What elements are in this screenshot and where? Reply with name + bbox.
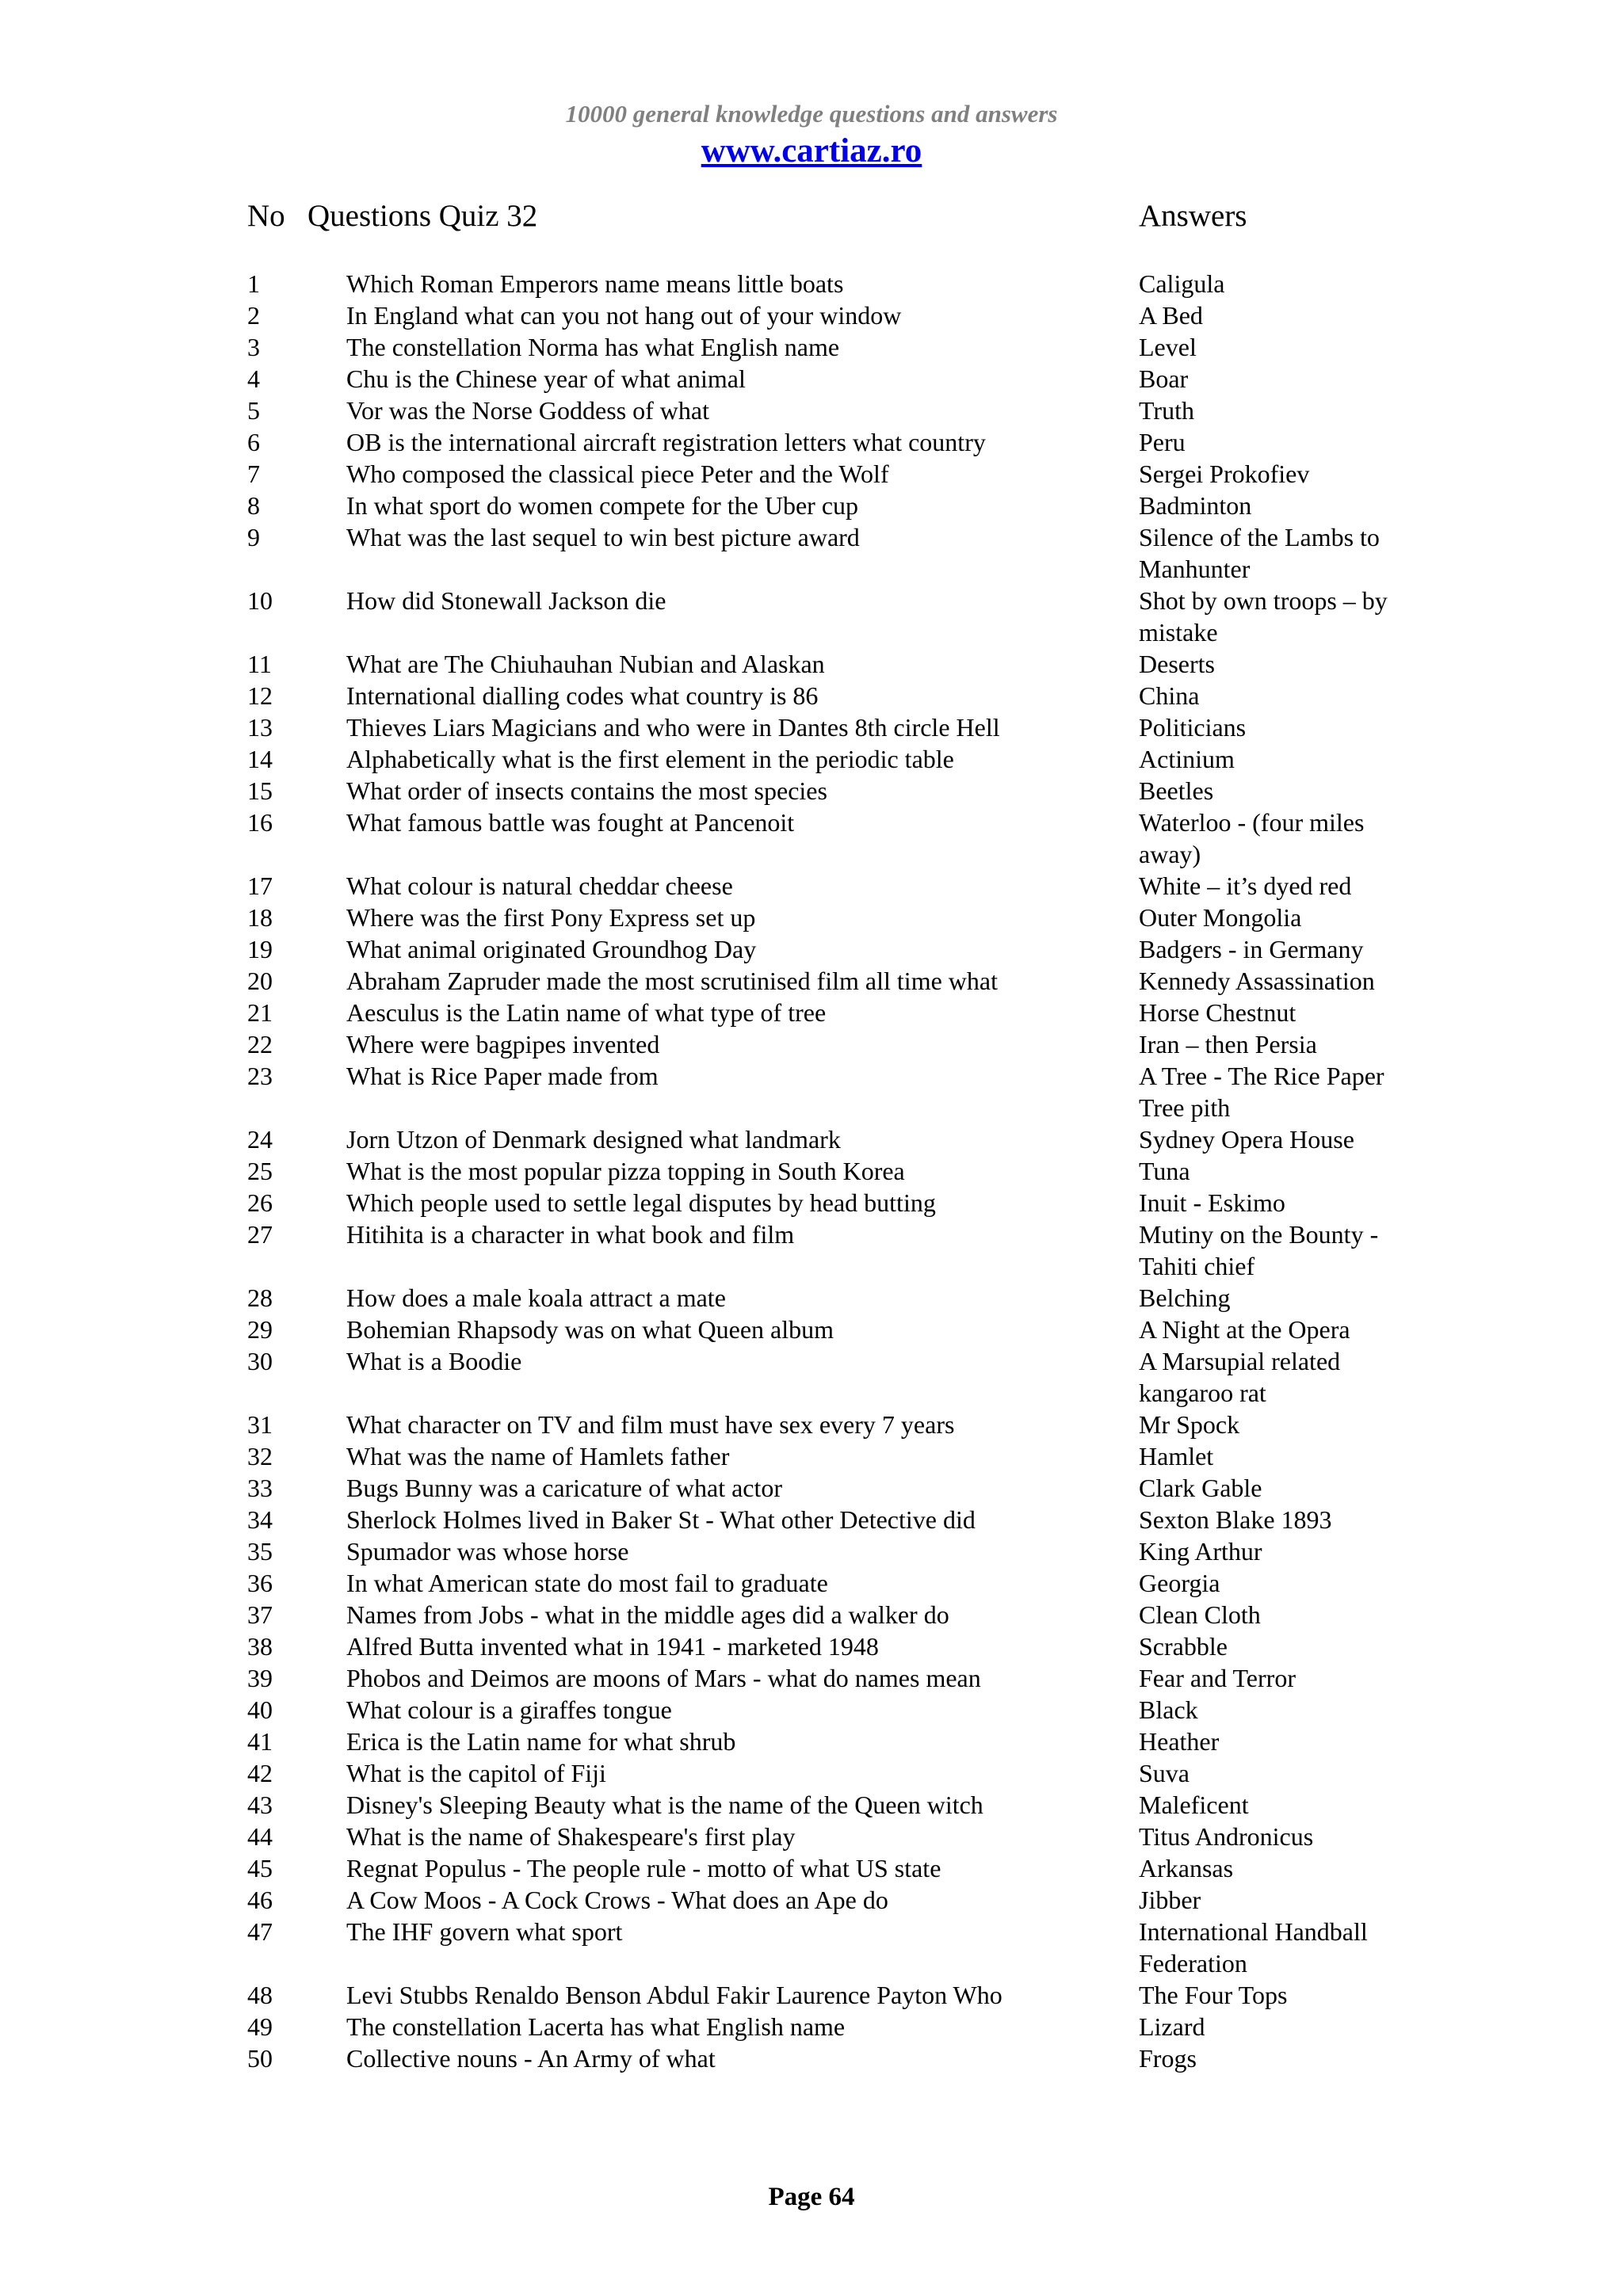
question-text: What character on TV and film must have sex every 7 years bbox=[346, 1410, 955, 1439]
table-row bbox=[0, 1187, 1623, 1219]
answer-text: Titus Andronicus bbox=[1139, 1822, 1314, 1851]
question-text: How did Stonewall Jackson die bbox=[346, 586, 666, 615]
question-text: What famous battle was fought at Pancenoit bbox=[346, 808, 795, 837]
question-number: 15 bbox=[247, 776, 273, 805]
question-text: Alfred Butta invented what in 1941 - marketed 1948 bbox=[346, 1632, 879, 1661]
question-text: Alphabetically what is the first element in the periodic table bbox=[346, 745, 954, 773]
question-number: 6 bbox=[247, 428, 260, 456]
table-row bbox=[0, 1472, 1623, 1504]
answer-text: Horse Chestnut bbox=[1139, 998, 1296, 1027]
table-row bbox=[0, 1440, 1623, 1472]
question-number: 27 bbox=[247, 1220, 273, 1249]
answer-text: Politicians bbox=[1139, 713, 1247, 742]
answer-text: Badgers - in Germany bbox=[1139, 935, 1364, 963]
question-text: Disney's Sleeping Beauty what is the name of the Queen witch bbox=[346, 1791, 983, 1819]
page-number: Page 64 bbox=[768, 2183, 855, 2211]
question-text: Which Roman Emperors name means little boats bbox=[346, 269, 844, 298]
answer-text: Truth bbox=[1139, 396, 1194, 425]
question-number: 5 bbox=[247, 396, 260, 425]
table-row bbox=[0, 1219, 1623, 1282]
answer-text: A Bed bbox=[1139, 301, 1203, 330]
answer-text: White – it’s dyed red bbox=[1139, 871, 1352, 900]
question-number: 23 bbox=[247, 1062, 273, 1090]
answer-text: The Four Tops bbox=[1139, 1981, 1288, 2009]
question-text: International dialling codes what country is 86 bbox=[346, 681, 819, 710]
table-row bbox=[0, 1282, 1623, 1314]
answer-text: Shot by own troops – by mistake bbox=[1139, 586, 1388, 646]
question-number: 34 bbox=[247, 1505, 273, 1534]
question-number: 20 bbox=[247, 967, 273, 995]
table-row bbox=[0, 1028, 1623, 1060]
table-row bbox=[0, 2042, 1623, 2074]
question-number: 8 bbox=[247, 491, 260, 520]
answer-text: Heather bbox=[1139, 1727, 1220, 1756]
question-number: 24 bbox=[247, 1125, 273, 1154]
answer-text: Mutiny on the Bounty - Tahiti chief bbox=[1139, 1220, 1379, 1280]
question-text: OB is the international aircraft registration letters what country bbox=[346, 428, 986, 456]
table-row bbox=[0, 902, 1623, 933]
question-text: Bohemian Rhapsody was on what Queen album bbox=[346, 1315, 834, 1344]
answer-text: Georgia bbox=[1139, 1569, 1220, 1597]
table-row bbox=[0, 648, 1623, 680]
question-text: Phobos and Deimos are moons of Mars - what do names mean bbox=[346, 1664, 981, 1692]
question-text: Names from Jobs - what in the middle ages did a walker do bbox=[346, 1600, 949, 1629]
table-row bbox=[0, 1123, 1623, 1155]
question-text: Sherlock Holmes lived in Baker St - What other Detective did bbox=[346, 1505, 976, 1534]
question-text: The constellation Lacerta has what English name bbox=[346, 2012, 846, 2041]
column-header-questions: Questions Quiz 32 bbox=[307, 199, 538, 233]
table-row bbox=[0, 1345, 1623, 1409]
question-text: Spumador was whose horse bbox=[346, 1537, 629, 1566]
answer-text: Clean Cloth bbox=[1139, 1600, 1261, 1629]
column-header-answers: Answers bbox=[1139, 199, 1247, 233]
question-text: What order of insects contains the most species bbox=[346, 776, 827, 805]
table-row bbox=[0, 1155, 1623, 1187]
question-number: 25 bbox=[247, 1157, 273, 1185]
answer-text: Kennedy Assassination bbox=[1139, 967, 1375, 995]
table-row bbox=[0, 1884, 1623, 1916]
answer-text: King Arthur bbox=[1139, 1537, 1262, 1566]
table-row bbox=[0, 1599, 1623, 1630]
answer-text: Jibber bbox=[1139, 1886, 1201, 1914]
question-number: 48 bbox=[247, 1981, 273, 2009]
question-text: What colour is natural cheddar cheese bbox=[346, 871, 733, 900]
answer-text: Maleficent bbox=[1139, 1791, 1249, 1819]
table-row bbox=[0, 965, 1623, 997]
question-text: The IHF govern what sport bbox=[346, 1917, 623, 1946]
table-row bbox=[0, 1979, 1623, 2011]
table-row bbox=[0, 933, 1623, 965]
question-number: 31 bbox=[247, 1410, 273, 1439]
question-number: 10 bbox=[247, 586, 273, 615]
table-row bbox=[0, 1852, 1623, 1884]
question-number: 14 bbox=[247, 745, 273, 773]
answer-text: Fear and Terror bbox=[1139, 1664, 1296, 1692]
question-text: Regnat Populus - The people rule - motto of what US state bbox=[346, 1854, 941, 1882]
question-text: What animal originated Groundhog Day bbox=[346, 935, 757, 963]
answer-text: Scrabble bbox=[1139, 1632, 1228, 1661]
question-text: What is the most popular pizza topping in South Korea bbox=[346, 1157, 905, 1185]
answer-text: Suva bbox=[1139, 1759, 1190, 1787]
question-text: What was the last sequel to win best picture award bbox=[346, 523, 860, 551]
answer-text: Belching bbox=[1139, 1283, 1231, 1312]
table-row bbox=[0, 1821, 1623, 1852]
table-row bbox=[0, 1314, 1623, 1345]
table-row bbox=[0, 1789, 1623, 1821]
question-number: 19 bbox=[247, 935, 273, 963]
answer-text: Hamlet bbox=[1139, 1442, 1214, 1470]
document-subtitle: 10000 general knowledge questions and answers bbox=[565, 100, 1058, 128]
answer-text: Peru bbox=[1139, 428, 1186, 456]
question-text: Who composed the classical piece Peter and the Wolf bbox=[346, 460, 889, 488]
answer-text: Deserts bbox=[1139, 650, 1215, 678]
question-number: 7 bbox=[247, 460, 260, 488]
question-number: 1 bbox=[247, 269, 260, 298]
question-number: 49 bbox=[247, 2012, 273, 2041]
question-text: In what American state do most fail to graduate bbox=[346, 1569, 828, 1597]
question-number: 9 bbox=[247, 523, 260, 551]
question-number: 45 bbox=[247, 1854, 273, 1882]
question-text: In what sport do women compete for the Uber cup bbox=[346, 491, 859, 520]
question-number: 2 bbox=[247, 301, 260, 330]
question-text: What is a Boodie bbox=[346, 1347, 522, 1375]
question-number: 44 bbox=[247, 1822, 273, 1851]
question-text: Where was the first Pony Express set up bbox=[346, 903, 756, 932]
question-text: Collective nouns - An Army of what bbox=[346, 2044, 716, 2073]
question-number: 13 bbox=[247, 713, 273, 742]
question-number: 35 bbox=[247, 1537, 273, 1566]
question-text: Chu is the Chinese year of what animal bbox=[346, 364, 746, 393]
table-row bbox=[0, 395, 1623, 426]
question-number: 41 bbox=[247, 1727, 273, 1756]
question-text: The constellation Norma has what English name bbox=[346, 333, 840, 361]
question-number: 38 bbox=[247, 1632, 273, 1661]
table-row bbox=[0, 363, 1623, 395]
answer-text: Sergei Prokofiev bbox=[1139, 460, 1310, 488]
table-row bbox=[0, 1916, 1623, 1979]
question-text: Aesculus is the Latin name of what type of tree bbox=[346, 998, 827, 1027]
answer-text: Inuit - Eskimo bbox=[1139, 1188, 1285, 1217]
question-text: Where were bagpipes invented bbox=[346, 1030, 660, 1058]
table-row bbox=[0, 585, 1623, 648]
question-text: In England what can you not hang out of your window bbox=[346, 301, 902, 330]
question-text: Bugs Bunny was a caricature of what actor bbox=[346, 1474, 783, 1502]
table-row bbox=[0, 1060, 1623, 1123]
answer-text: Caligula bbox=[1139, 269, 1225, 298]
table-row bbox=[0, 775, 1623, 807]
question-text: What was the name of Hamlets father bbox=[346, 1442, 730, 1470]
table-row bbox=[0, 680, 1623, 711]
answer-text: Beetles bbox=[1139, 776, 1214, 805]
question-text: What is the name of Shakespeare's first play bbox=[346, 1822, 796, 1851]
question-number: 26 bbox=[247, 1188, 273, 1217]
answer-text: Badminton bbox=[1139, 491, 1252, 520]
answer-text: Boar bbox=[1139, 364, 1189, 393]
question-text: What are The Chiuhauhan Nubian and Alaskan bbox=[346, 650, 825, 678]
table-row bbox=[0, 1694, 1623, 1726]
question-number: 4 bbox=[247, 364, 260, 393]
table-row bbox=[0, 711, 1623, 743]
answer-text: Outer Mongolia bbox=[1139, 903, 1302, 932]
question-text: Jorn Utzon of Denmark designed what landmark bbox=[346, 1125, 841, 1154]
question-number: 17 bbox=[247, 871, 273, 900]
question-number: 36 bbox=[247, 1569, 273, 1597]
question-number: 46 bbox=[247, 1886, 273, 1914]
question-number: 43 bbox=[247, 1791, 273, 1819]
table-row bbox=[0, 426, 1623, 458]
table-row bbox=[0, 2011, 1623, 2042]
table-row bbox=[0, 1535, 1623, 1567]
table-row bbox=[0, 331, 1623, 363]
question-text: How does a male koala attract a mate bbox=[346, 1283, 726, 1312]
answer-text: China bbox=[1139, 681, 1200, 710]
question-number: 42 bbox=[247, 1759, 273, 1787]
question-number: 37 bbox=[247, 1600, 273, 1629]
table-row bbox=[0, 1409, 1623, 1440]
table-header bbox=[0, 198, 1623, 238]
question-number: 29 bbox=[247, 1315, 273, 1344]
question-number: 40 bbox=[247, 1695, 273, 1724]
table-row bbox=[0, 870, 1623, 902]
table-row bbox=[0, 1630, 1623, 1662]
answer-text: Mr Spock bbox=[1139, 1410, 1240, 1439]
answer-text: Clark Gable bbox=[1139, 1474, 1262, 1502]
table-row bbox=[0, 299, 1623, 331]
answer-text: Tuna bbox=[1139, 1157, 1190, 1185]
question-number: 22 bbox=[247, 1030, 273, 1058]
question-number: 32 bbox=[247, 1442, 273, 1470]
answer-text: Black bbox=[1139, 1695, 1198, 1724]
question-number: 47 bbox=[247, 1917, 273, 1946]
table-row bbox=[0, 807, 1623, 870]
question-text: Abraham Zapruder made the most scrutinised film all time what bbox=[346, 967, 998, 995]
question-number: 28 bbox=[247, 1283, 273, 1312]
question-text: Levi Stubbs Renaldo Benson Abdul Fakir Laurence Payton Who bbox=[346, 1981, 1002, 2009]
question-number: 18 bbox=[247, 903, 273, 932]
site-link[interactable]: www.cartiaz.ro bbox=[701, 132, 922, 170]
question-text: What is Rice Paper made from bbox=[346, 1062, 659, 1090]
answer-text: Sexton Blake 1893 bbox=[1139, 1505, 1332, 1534]
question-text: What is the capitol of Fiji bbox=[346, 1759, 606, 1787]
table-row bbox=[0, 1567, 1623, 1599]
answer-text: A Tree - The Rice Paper Tree pith bbox=[1139, 1062, 1384, 1122]
column-header-no: No bbox=[247, 199, 285, 233]
answer-text: Actinium bbox=[1139, 745, 1235, 773]
answer-text: Arkansas bbox=[1139, 1854, 1234, 1882]
question-number: 21 bbox=[247, 998, 273, 1027]
question-text: Erica is the Latin name for what shrub bbox=[346, 1727, 736, 1756]
question-text: Which people used to settle legal disputes by head butting bbox=[346, 1188, 936, 1217]
question-text: Hitihita is a character in what book and film bbox=[346, 1220, 795, 1249]
table-row bbox=[0, 743, 1623, 775]
question-number: 33 bbox=[247, 1474, 273, 1502]
table-row bbox=[0, 1662, 1623, 1694]
table-row bbox=[0, 490, 1623, 521]
table-row bbox=[0, 997, 1623, 1028]
answer-text: Silence of the Lambs to Manhunter bbox=[1139, 523, 1380, 583]
question-text: Thieves Liars Magicians and who were in Dantes 8th circle Hell bbox=[346, 713, 1000, 742]
question-number: 16 bbox=[247, 808, 273, 837]
table-row bbox=[0, 1726, 1623, 1757]
question-number: 11 bbox=[247, 650, 272, 678]
table-row bbox=[0, 458, 1623, 490]
answer-text: A Night at the Opera bbox=[1139, 1315, 1350, 1344]
table-row bbox=[0, 268, 1623, 299]
question-text: A Cow Moos - A Cock Crows - What does an Ape do bbox=[346, 1886, 888, 1914]
table-row bbox=[0, 521, 1623, 585]
question-number: 50 bbox=[247, 2044, 273, 2073]
answer-text: Sydney Opera House bbox=[1139, 1125, 1354, 1154]
answer-text: Level bbox=[1139, 333, 1197, 361]
question-number: 3 bbox=[247, 333, 260, 361]
question-table bbox=[0, 268, 1623, 2074]
table-row bbox=[0, 1757, 1623, 1789]
answer-text: Waterloo - (four miles away) bbox=[1139, 808, 1365, 868]
answer-text: International Handball Federation bbox=[1139, 1917, 1368, 1978]
question-text: Vor was the Norse Goddess of what bbox=[346, 396, 709, 425]
question-number: 12 bbox=[247, 681, 273, 710]
question-text: What colour is a giraffes tongue bbox=[346, 1695, 672, 1724]
question-number: 30 bbox=[247, 1347, 273, 1375]
table-row bbox=[0, 1504, 1623, 1535]
question-number: 39 bbox=[247, 1664, 273, 1692]
answer-text: Frogs bbox=[1139, 2044, 1197, 2073]
answer-text: A Marsupial related kangaroo rat bbox=[1139, 1347, 1341, 1407]
answer-text: Lizard bbox=[1139, 2012, 1205, 2041]
answer-text: Iran – then Persia bbox=[1139, 1030, 1317, 1058]
